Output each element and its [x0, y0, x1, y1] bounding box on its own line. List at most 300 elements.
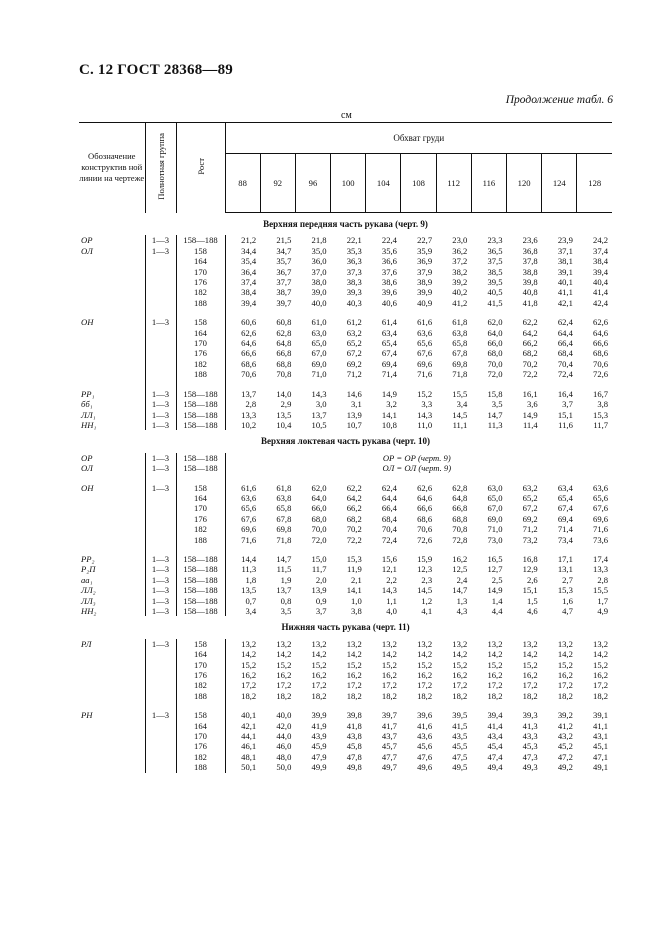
- measurement-cell: 3,0: [315, 399, 327, 410]
- measurement-cell: 11,7: [311, 564, 327, 575]
- measurement-cell: 13,2: [522, 638, 538, 649]
- measurement-cell: 13,2: [381, 638, 397, 649]
- height-value: 158—188: [176, 575, 225, 585]
- height-value: 158—188: [176, 463, 225, 473]
- table-row: [79, 348, 612, 358]
- measurement-cell: 72,0: [487, 369, 503, 380]
- measurement-cell: 35,0: [311, 245, 327, 256]
- table-row: [79, 554, 612, 564]
- measurement-table: [79, 122, 612, 773]
- spacer-row: [79, 545, 612, 554]
- measurement-cell: 44,0: [276, 731, 292, 742]
- height-value: 158—188: [176, 554, 225, 564]
- measurement-cell: 14,2: [593, 649, 609, 660]
- measurement-cell: 43,6: [417, 731, 433, 742]
- height-value: 176: [176, 670, 225, 680]
- measurement-cell: 13,2: [311, 638, 327, 649]
- measurement-cell: 10,4: [276, 419, 292, 430]
- height-value: 164: [176, 328, 225, 338]
- measurement-cell: 66,8: [452, 503, 468, 514]
- line-designation: [79, 680, 145, 690]
- measurement-cell: 41,9: [311, 720, 327, 731]
- measurement-cell: 11,1: [452, 419, 468, 430]
- spacer-cell: [145, 545, 176, 554]
- table-row: [79, 503, 612, 513]
- section-title-row: [79, 213, 612, 236]
- measurement-cell: 68,2: [346, 513, 362, 524]
- measurement-cell: 13,2: [452, 638, 468, 649]
- measurement-cell: 38,5: [487, 266, 503, 277]
- measurement-cell: 40,1: [557, 277, 573, 288]
- measurement-cell: 39,2: [557, 710, 573, 721]
- header-group: [145, 123, 176, 213]
- measurement-cell: 3,5: [280, 606, 292, 616]
- measurement-cell: 64,8: [452, 492, 468, 503]
- measurement-cell: 14,5: [452, 409, 468, 420]
- measurement-cell: 39,4: [593, 266, 609, 277]
- table-row: [79, 670, 612, 680]
- fullness-group: [145, 731, 176, 741]
- table-row: [79, 493, 612, 503]
- measurement-cell: 18,2: [346, 690, 362, 701]
- measurement-cell: 2,7: [562, 574, 573, 585]
- measurement-cell: 40,1: [225, 710, 260, 720]
- chest-size-header: 112: [436, 154, 471, 213]
- fullness-group: [145, 338, 176, 348]
- measurement-cell: 13,2: [487, 638, 503, 649]
- measurement-cell: 63,8: [452, 327, 468, 338]
- measurement-cell: 14,7: [487, 409, 503, 420]
- measurement-cell: 14,9: [381, 388, 397, 399]
- measurement-cell: 2,0: [315, 574, 327, 585]
- line-designation: ЛЛ₂: [81, 585, 96, 596]
- measurement-cell: 10,7: [346, 419, 362, 430]
- table-row: [79, 606, 612, 616]
- measurement-cell: 45,4: [487, 741, 503, 752]
- measurement-cell: 15,2: [593, 659, 609, 670]
- measurement-cell: 49,2: [557, 762, 573, 773]
- measurement-cell: 70,6: [417, 524, 433, 535]
- measurement-cell: 13,2: [276, 638, 292, 649]
- measurement-cell: 68,4: [381, 513, 397, 524]
- measurement-cell: 16,2: [225, 670, 260, 680]
- measurement-cell: 15,1: [522, 585, 538, 596]
- measurement-cell: 40,9: [417, 297, 433, 308]
- height-value: 188: [176, 762, 225, 772]
- measurement-cell: 64,2: [346, 492, 362, 503]
- measurement-cell: 72,6: [593, 369, 609, 380]
- measurement-cell: 36,6: [381, 256, 397, 267]
- formula-cell: ОР = ОР (черт. 9): [225, 453, 612, 463]
- measurement-cell: 63,0: [311, 327, 327, 338]
- fullness-group: 1—3: [145, 246, 176, 256]
- measurement-cell: 13,5: [225, 585, 260, 595]
- fullness-group: [145, 369, 176, 379]
- measurement-cell: 45,6: [417, 741, 433, 752]
- table-row: [79, 267, 612, 277]
- spacer-cell: [176, 380, 225, 389]
- measurement-cell: 22,4: [381, 235, 397, 246]
- measurement-cell: 50,1: [225, 762, 260, 772]
- measurement-cell: 65,0: [311, 338, 327, 349]
- fullness-group: 1—3: [145, 420, 176, 430]
- measurement-cell: 18,2: [557, 690, 573, 701]
- measurement-cell: 4,9: [597, 606, 609, 616]
- fullness-group: 1—3: [145, 575, 176, 585]
- measurement-cell: 40,8: [522, 287, 538, 298]
- measurement-cell: 69,6: [417, 358, 433, 369]
- measurement-cell: 68,4: [557, 348, 573, 359]
- height-value: 158—188: [176, 596, 225, 606]
- table-row: [79, 575, 612, 585]
- spacer-cell: [79, 474, 145, 483]
- measurement-cell: 45,2: [557, 741, 573, 752]
- measurement-cell: 36,3: [346, 256, 362, 267]
- measurement-cell: 67,4: [557, 503, 573, 514]
- measurement-cell: 72,6: [417, 534, 433, 545]
- measurement-cell: 70,8: [452, 524, 468, 535]
- line-designation: [79, 535, 145, 545]
- measurement-cell: 72,0: [311, 534, 327, 545]
- measurement-cell: 13,3: [225, 410, 260, 420]
- line-designation: ОР: [81, 235, 93, 246]
- line-designation: [79, 256, 145, 266]
- measurement-cell: 71,2: [346, 369, 362, 380]
- line-designation: РН: [81, 710, 93, 721]
- measurement-cell: 68,8: [452, 513, 468, 524]
- measurement-cell: 66,2: [346, 503, 362, 514]
- measurement-cell: 64,0: [487, 327, 503, 338]
- height-value: 188: [176, 535, 225, 545]
- table-row: [79, 399, 612, 409]
- measurement-cell: 69,6: [225, 524, 260, 534]
- measurement-cell: 13,2: [225, 639, 260, 649]
- height-value: 158—188: [176, 235, 225, 245]
- measurement-cell: 3,5: [491, 399, 503, 410]
- line-designation: [79, 277, 145, 287]
- measurement-cell: 16,2: [276, 670, 292, 681]
- measurement-cell: 11,0: [417, 419, 433, 430]
- measurement-cell: 43,3: [522, 731, 538, 742]
- measurement-cell: 13,7: [311, 409, 327, 420]
- measurement-cell: 64,2: [522, 327, 538, 338]
- measurement-cell: 62,0: [311, 482, 327, 493]
- measurement-cell: 47,6: [417, 751, 433, 762]
- measurement-cell: 69,4: [381, 358, 397, 369]
- measurement-cell: 24,2: [593, 235, 609, 246]
- height-value: 164: [176, 256, 225, 266]
- measurement-cell: 23,9: [557, 235, 573, 246]
- measurement-cell: 12,1: [381, 564, 397, 575]
- measurement-cell: 49,8: [346, 762, 362, 773]
- measurement-cell: 63,6: [417, 327, 433, 338]
- measurement-cell: 1,3: [456, 595, 468, 606]
- measurement-cell: 39,0: [311, 287, 327, 298]
- measurement-cell: 63,4: [381, 327, 397, 338]
- fullness-group: 1—3: [145, 317, 176, 327]
- measurement-cell: 68,2: [522, 348, 538, 359]
- fullness-group: [145, 287, 176, 297]
- line-designation: [79, 649, 145, 659]
- fullness-group: 1—3: [145, 639, 176, 649]
- measurement-cell: 14,2: [557, 649, 573, 660]
- measurement-cell: 65,6: [417, 338, 433, 349]
- measurement-cell: 4,7: [562, 606, 573, 616]
- height-value: 170: [176, 731, 225, 741]
- measurement-cell: 72,8: [452, 534, 468, 545]
- height-value: 170: [176, 267, 225, 277]
- measurement-cell: 37,4: [593, 245, 609, 256]
- fullness-group: [145, 524, 176, 534]
- measurement-cell: 17,2: [522, 680, 538, 691]
- header-height: [176, 123, 225, 213]
- line-designation: [79, 524, 145, 534]
- measurement-cell: 71,0: [311, 369, 327, 380]
- measurement-cell: 45,1: [593, 741, 609, 752]
- measurement-cell: 43,8: [346, 731, 362, 742]
- measurement-cell: 36,7: [276, 266, 292, 277]
- section-title: Верхняя локтевая часть рукава (черт. 10): [261, 436, 431, 447]
- measurement-cell: 66,8: [276, 348, 292, 359]
- table-row: [79, 420, 612, 430]
- measurement-cell: 16,2: [487, 670, 503, 681]
- table-row: [79, 691, 612, 701]
- measurement-cell: 70,8: [276, 369, 292, 380]
- measurement-cell: 14,5: [417, 585, 433, 596]
- measurement-cell: 13,9: [346, 409, 362, 420]
- measurement-cell: 39,1: [557, 266, 573, 277]
- measurement-cell: 16,2: [417, 670, 433, 681]
- measurement-cell: 61,8: [276, 482, 292, 493]
- measurement-cell: 70,4: [557, 358, 573, 369]
- measurement-cell: 14,3: [417, 409, 433, 420]
- measurement-cell: 16,5: [487, 553, 503, 564]
- measurement-cell: 47,7: [381, 751, 397, 762]
- header-chest-group: Обхват груди: [225, 123, 612, 154]
- line-designation: Р₂П: [81, 564, 96, 575]
- chest-size-header: 108: [401, 154, 436, 213]
- measurement-cell: 65,6: [593, 492, 609, 503]
- measurement-cell: 14,2: [346, 649, 362, 660]
- height-value: 164: [176, 721, 225, 731]
- height-value: 158—188: [176, 389, 225, 399]
- spacer-row: [79, 308, 612, 317]
- measurement-cell: 2,1: [351, 574, 362, 585]
- table-row: [79, 596, 612, 606]
- table-row: [79, 731, 612, 741]
- height-value: 158—188: [176, 399, 225, 409]
- measurement-cell: 41,5: [487, 297, 503, 308]
- chest-size-header: 116: [471, 154, 506, 213]
- table-row: [79, 535, 612, 545]
- table-row: [79, 277, 612, 287]
- measurement-cell: 14,2: [417, 649, 433, 660]
- line-designation: [79, 369, 145, 379]
- measurement-cell: 41,8: [522, 297, 538, 308]
- measurement-cell: 36,5: [487, 245, 503, 256]
- fullness-group: [145, 503, 176, 513]
- measurement-cell: 42,4: [593, 297, 609, 308]
- measurement-cell: 67,0: [311, 348, 327, 359]
- measurement-cell: 66,6: [225, 348, 260, 358]
- measurement-cell: 39,6: [381, 287, 397, 298]
- spacer-cell: [79, 545, 145, 554]
- spacer-cell: [225, 474, 612, 483]
- measurement-cell: 38,6: [381, 277, 397, 288]
- height-value: 182: [176, 524, 225, 534]
- measurement-cell: 3,7: [315, 606, 327, 616]
- line-designation: бб₁: [81, 399, 93, 410]
- line-designation: ОЛ: [81, 463, 93, 474]
- measurement-cell: 15,2: [452, 659, 468, 670]
- measurement-cell: 70,4: [381, 524, 397, 535]
- measurement-cell: 45,9: [311, 741, 327, 752]
- table-row: [79, 752, 612, 762]
- height-value: 188: [176, 369, 225, 379]
- spacer-cell: [176, 308, 225, 317]
- measurement-cell: 73,6: [593, 534, 609, 545]
- line-designation: ОЛ: [81, 245, 93, 256]
- measurement-cell: 17,2: [557, 680, 573, 691]
- table-row: [79, 410, 612, 420]
- measurement-cell: 67,8: [276, 513, 292, 524]
- measurement-cell: 72,2: [522, 369, 538, 380]
- measurement-cell: 15,2: [417, 388, 433, 399]
- measurement-cell: 13,5: [276, 409, 292, 420]
- measurement-cell: 10,2: [225, 420, 260, 430]
- measurement-cell: 36,0: [311, 256, 327, 267]
- measurement-cell: 61,6: [225, 483, 260, 493]
- measurement-cell: 41,6: [417, 720, 433, 731]
- header-designation: Обозначение конструктив ной линии на чертеже: [79, 123, 145, 213]
- height-value: 158: [176, 483, 225, 493]
- measurement-cell: 66,4: [381, 503, 397, 514]
- measurement-cell: 39,3: [346, 287, 362, 298]
- measurement-cell: 45,7: [381, 741, 397, 752]
- measurement-cell: 47,4: [487, 751, 503, 762]
- line-designation: [79, 359, 145, 369]
- measurement-cell: 65,2: [522, 492, 538, 503]
- measurement-cell: 64,0: [311, 492, 327, 503]
- measurement-cell: 43,5: [452, 731, 468, 742]
- spacer-cell: [225, 701, 612, 710]
- measurement-cell: 16,2: [593, 670, 609, 681]
- measurement-cell: 1,2: [421, 595, 433, 606]
- measurement-cell: 68,0: [487, 348, 503, 359]
- height-value: 182: [176, 287, 225, 297]
- chest-size-header: 128: [577, 154, 612, 213]
- height-value: 170: [176, 503, 225, 513]
- line-designation: [79, 493, 145, 503]
- fullness-group: 1—3: [145, 710, 176, 720]
- measurement-cell: 13,7: [225, 389, 260, 399]
- table-row: [79, 453, 612, 463]
- fullness-group: 1—3: [145, 399, 176, 409]
- chest-size-header: 100: [331, 154, 366, 213]
- measurement-cell: 35,9: [417, 245, 433, 256]
- line-designation: [79, 731, 145, 741]
- table-row: [79, 639, 612, 649]
- measurement-cell: 63,8: [276, 492, 292, 503]
- spacer-cell: [176, 701, 225, 710]
- measurement-cell: 37,4: [225, 277, 260, 287]
- measurement-cell: 67,6: [593, 503, 609, 514]
- measurement-cell: 17,2: [346, 680, 362, 691]
- spacer-cell: [79, 380, 145, 389]
- measurement-cell: 69,2: [346, 358, 362, 369]
- line-designation: аа₁: [81, 574, 93, 585]
- measurement-cell: 42,1: [557, 297, 573, 308]
- fullness-group: [145, 348, 176, 358]
- measurement-cell: 37,7: [276, 277, 292, 288]
- measurement-cell: 49,9: [311, 762, 327, 773]
- measurement-cell: 16,2: [557, 670, 573, 681]
- line-designation: [79, 762, 145, 772]
- measurement-cell: 44,1: [225, 731, 260, 741]
- measurement-cell: 48,1: [225, 752, 260, 762]
- measurement-cell: 14,2: [311, 649, 327, 660]
- measurement-cell: 12,3: [417, 564, 433, 575]
- measurement-cell: 23,0: [452, 235, 468, 246]
- line-designation: РР₁: [81, 388, 95, 399]
- measurement-cell: 46,0: [276, 741, 292, 752]
- measurement-cell: 37,3: [346, 266, 362, 277]
- table-row: [79, 369, 612, 379]
- measurement-cell: 65,6: [225, 503, 260, 513]
- measurement-cell: 11,4: [522, 419, 538, 430]
- line-designation: НН₂: [81, 606, 97, 616]
- height-value: 188: [176, 298, 225, 308]
- measurement-cell: 14,1: [346, 585, 362, 596]
- measurement-cell: 43,4: [487, 731, 503, 742]
- measurement-cell: 3,4: [225, 606, 260, 616]
- line-designation: [79, 752, 145, 762]
- measurement-cell: 38,7: [276, 287, 292, 298]
- measurement-cell: 47,3: [522, 751, 538, 762]
- measurement-cell: 69,8: [276, 524, 292, 535]
- measurement-cell: 49,1: [593, 762, 609, 773]
- header-height-label: Рост: [195, 158, 206, 176]
- fullness-group: [145, 670, 176, 680]
- table-row: [79, 256, 612, 266]
- measurement-cell: 65,4: [557, 492, 573, 503]
- height-value: 158: [176, 317, 225, 327]
- chest-size-header: 120: [507, 154, 542, 213]
- measurement-cell: 23,3: [487, 235, 503, 246]
- measurement-cell: 18,2: [225, 691, 260, 701]
- fullness-group: 1—3: [145, 483, 176, 493]
- measurement-cell: 39,7: [276, 297, 292, 308]
- spacer-cell: [145, 308, 176, 317]
- measurement-cell: 15,2: [487, 659, 503, 670]
- fullness-group: [145, 660, 176, 670]
- measurement-cell: 15,2: [417, 659, 433, 670]
- measurement-cell: 41,4: [487, 720, 503, 731]
- measurement-cell: 40,2: [452, 287, 468, 298]
- spacer-cell: [145, 701, 176, 710]
- measurement-cell: 14,9: [522, 409, 538, 420]
- measurement-cell: 69,2: [522, 513, 538, 524]
- measurement-cell: 1,0: [351, 595, 362, 606]
- measurement-cell: 13,2: [593, 638, 609, 649]
- measurement-cell: 62,8: [452, 482, 468, 493]
- line-designation: [79, 328, 145, 338]
- measurement-cell: 14,2: [487, 649, 503, 660]
- height-value: 158: [176, 639, 225, 649]
- measurement-cell: 62,8: [276, 327, 292, 338]
- measurement-cell: 16,2: [452, 670, 468, 681]
- height-value: 188: [176, 691, 225, 701]
